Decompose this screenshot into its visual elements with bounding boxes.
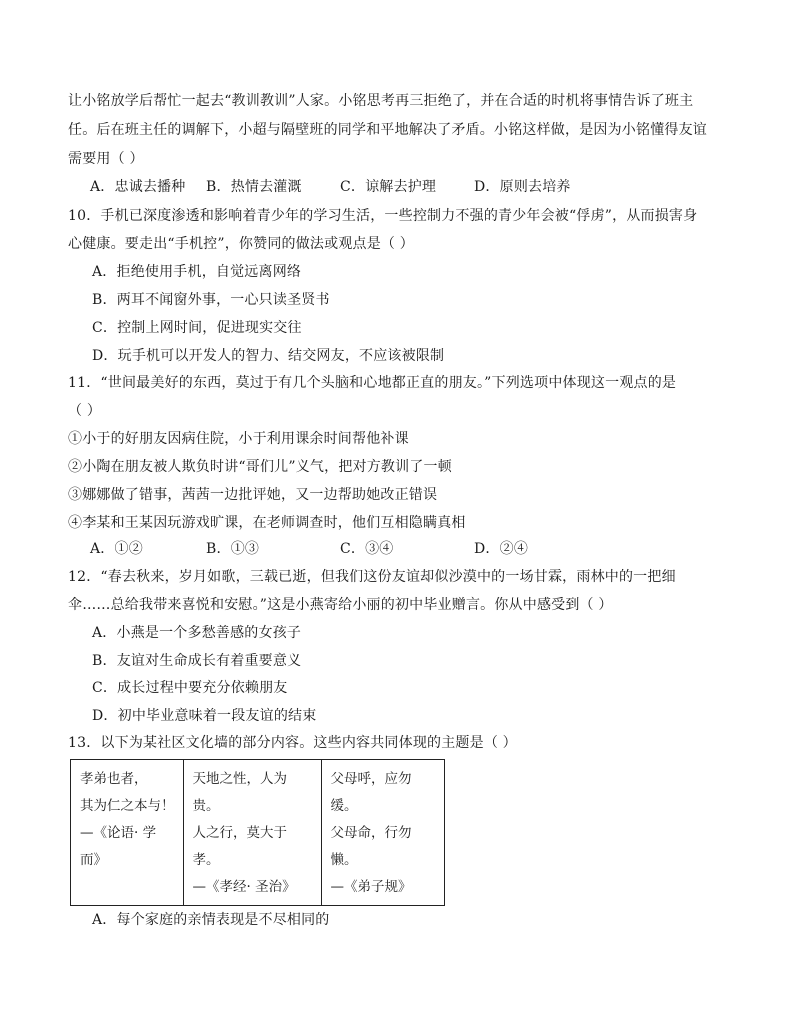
culture-wall-table: [70, 759, 445, 906]
q9-option-b[interactable]: B．热情去灌溉: [206, 179, 302, 195]
q12-text-line-2: 伞……总给我带来喜悦和安慰。”这是小燕寄给小丽的初中毕业赠言。你从中感受到（ ）: [68, 597, 613, 613]
q9-text-line-1: 让小铭放学后帮忙一起去“教训教训”人家。小铭思考再三拒绝了，并在合适的时机将事情告诉了班主: [68, 93, 694, 109]
q10-option-c[interactable]: C．控制上网时间，促进现实交往: [92, 320, 302, 336]
q10-option-b[interactable]: B．两耳不闻窗外事，一心只读圣贤书: [92, 292, 330, 308]
q12-option-a[interactable]: A．小燕是一个多愁善感的女孩子: [92, 625, 302, 641]
q12-option-d[interactable]: D．初中毕业意味着一段友谊的结束: [92, 708, 317, 724]
table-cell-lunyu: [71, 760, 184, 906]
cell-line: —《论语· 学: [80, 825, 157, 841]
cell-line: 而》: [80, 852, 107, 868]
cell-line: 天地之性，人为: [192, 771, 287, 787]
q13-text-line-1: 13．以下为某社区文化墙的部分内容。这些内容共同体现的主题是（ ）: [68, 735, 517, 751]
q10-text-line-2: 心健康。要走出“手机控”，你赞同的做法或观点是（ ）: [68, 236, 414, 252]
q11-option-d[interactable]: D．②④: [474, 541, 529, 557]
q11-item-3: ③娜娜做了错事，茜茜一边批评她，又一边帮助她改正错误: [68, 487, 438, 503]
q11-option-b[interactable]: B．①③: [206, 541, 260, 557]
q10-option-d[interactable]: D．玩手机可以开发人的智力、结交网友，不应该被限制: [92, 348, 445, 364]
q9-text-line-2: 任。后在班主任的调解下，小超与隔壁班的同学和平地解决了矛盾。小铭这样做，是因为小铭懂得友谊: [68, 122, 707, 138]
cell-line: —《孝经· 圣治》: [192, 879, 296, 895]
q11-text-line-2: （ ）: [68, 403, 102, 419]
q11-item-1: ①小于的好朋友因病住院，小于利用课余时间帮他补课: [68, 431, 409, 447]
q10-option-a[interactable]: A．拒绝使用手机，自觉远离网络: [92, 264, 302, 280]
table-cell-dizigui: [321, 760, 444, 906]
cell-line: 父母命，行勿: [330, 825, 412, 841]
q11-item-4: ④李某和王某因玩游戏旷课，在老师调查时，他们互相隐瞒真相: [68, 515, 466, 531]
q11-option-a[interactable]: A．①②: [90, 541, 143, 557]
cell-line: 懒。: [330, 852, 358, 868]
cell-line: 贵。: [192, 798, 220, 814]
cell-line: 孝。: [192, 852, 220, 868]
cell-line: 人之行，莫大于: [192, 825, 287, 841]
q13-option-a[interactable]: A．每个家庭的亲情表现是不尽相同的: [92, 912, 330, 928]
q12-option-b[interactable]: B．友谊对生命成长有着重要意义: [92, 653, 302, 669]
q9-option-a[interactable]: A．忠诚去播种: [90, 179, 186, 195]
q11-text-line-1: 11．“世间最美好的东西，莫过于有几个头脑和心地都正直的朋友。”下列选项中体现这一观点的是: [68, 375, 677, 391]
q9-option-c[interactable]: C．谅解去护理: [340, 179, 437, 195]
cell-line: 缓。: [330, 798, 358, 814]
q12-option-c[interactable]: C．成长过程中要充分依赖朋友: [92, 680, 288, 696]
q11-option-c[interactable]: C．③④: [340, 541, 394, 557]
q11-item-2: ②小陶在朋友被人欺负时讲“哥们儿”义气，把对方教训了一顿: [68, 459, 452, 475]
cell-line: —《弟子规》: [330, 879, 412, 895]
q10-text-line-1: 10．手机已深度渗透和影响着青少年的学习生活，一些控制力不强的青少年会被“俘虏”，从而损害身: [68, 208, 698, 224]
q9-option-d[interactable]: D．原则去培养: [474, 179, 571, 195]
table-row: [71, 760, 445, 906]
q9-text-line-3: 需要用（ ）: [68, 151, 144, 167]
cell-line: 父母呼，应勿: [330, 771, 412, 787]
q12-text-line-1: 12．“春去秋来，岁月如歌，三载已逝，但我们这份友谊却似沙漠中的一场甘霖，雨林中的一把细: [68, 569, 676, 585]
cell-line: 其为仁之本与！: [80, 798, 175, 814]
cell-line: 孝弟也者，: [80, 771, 148, 787]
table-cell-xiaojing: [183, 760, 321, 906]
